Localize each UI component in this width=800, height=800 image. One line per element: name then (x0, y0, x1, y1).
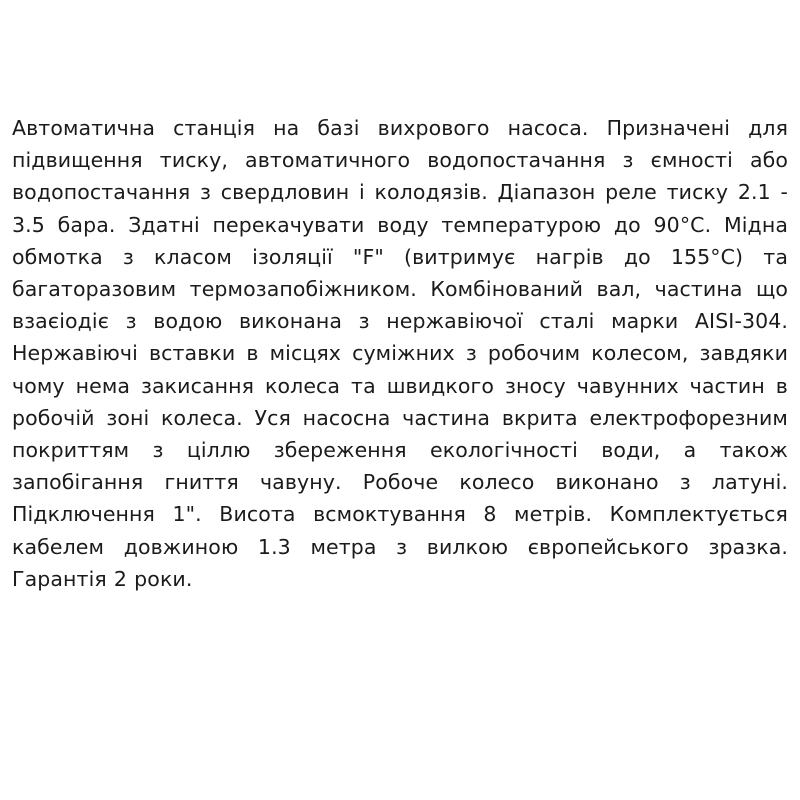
product-description-text: Автоматична станція на базі вихрового насоса. Призначені для підвищення тиску, автоматичного водопостачання з ємності або водопостачання з свердловин і колодязів. Діапазон реле тиску 2.1 - 3.5 бара. Здатні перекачувати воду температурою до 90°C. Мідна обмотка з класом ізоляції "F" (витримує нагрів до 155°C) та багаторазовим термозапобіжником. Комбінований вал, частина що взаєіодіє з водою виконана з нержавіючої сталі марки AISI-304. Нержавіючі вставки в місцях суміжних з робочим колесом, завдяки чому нема закисання колеса та швидкого зносу чавунних частин в робочій зоні колеса. Уся насосна частина вкрита електрофорезним покриттям з ціллю збереження екологічності води, а також запобігання гниття чавуну. Робоче колесо виконано з латуні. Підключення 1". Висота всмоктування 8 метрів. Комплектується кабелем довжиною 1.3 метра з вилкою європейського зразка. Гарантія 2 роки. (12, 116, 788, 591)
